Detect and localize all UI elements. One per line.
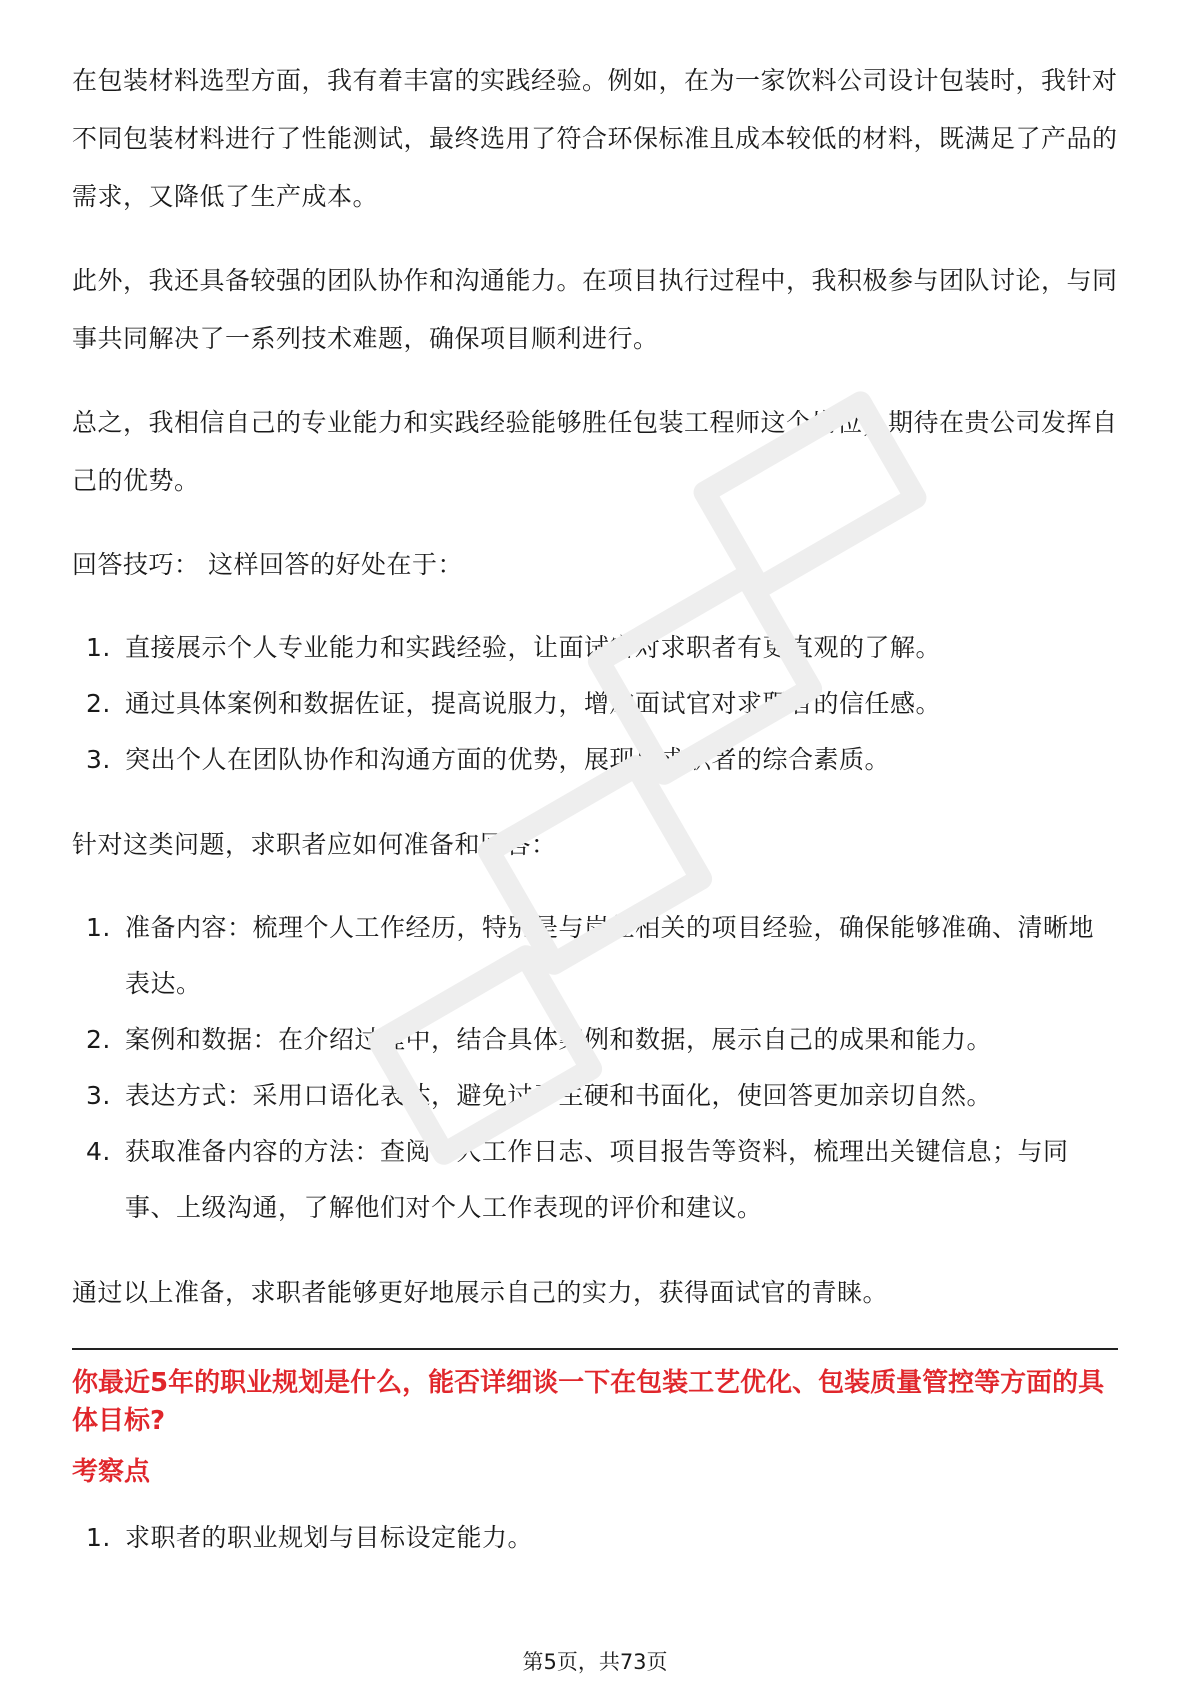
question-heading: 你最近5年的职业规划是什么，能否详细谈一下在包装工艺优化、包装质量管控等方面的具体目标?	[72, 1368, 1105, 1436]
list-item	[72, 900, 1118, 1012]
list-item-text: 直接展示个人专业能力和实践经验，让面试官对求职者有更直观的了解。	[125, 633, 942, 662]
list-item	[72, 732, 1118, 788]
conclusion-paragraph: 通过以上准备，求职者能够更好地展示自己的实力，获得面试官的青睐。	[72, 1278, 889, 1307]
list-item-number: 3.	[86, 745, 111, 774]
list-item-number: 2.	[86, 1025, 111, 1054]
list-item-number: 1.	[86, 633, 111, 662]
answer-paragraph-teamwork: 此外，我还具备较强的团队协作和沟通能力。在项目执行过程中，我积极参与团队讨论，与同事共同解决了一系列技术难题，确保项目顺利进行。	[72, 266, 1118, 353]
answer-paragraph-materials: 在包装材料选型方面，我有着丰富的实践经验。例如，在为一家饮料公司设计包装时，我针对不同包装材料进行了性能测试，最终选用了符合环保标准且成本较低的材料，既满足了产品的需求，又降低了生产成本。	[72, 66, 1118, 211]
list-item	[72, 1012, 1118, 1068]
prep-list	[72, 900, 1118, 1236]
list-item-text: 突出个人在团队协作和沟通方面的优势，展现出求职者的综合素质。	[125, 745, 891, 774]
list-item	[72, 1510, 1118, 1566]
list-item-text: 获取准备内容的方法：查阅个人工作日志、项目报告等资料，梳理出关键信息；与同事、上级沟通，了解他们对个人工作表现的评价和建议。	[125, 1137, 1069, 1222]
list-item	[72, 1068, 1118, 1124]
tips-intro: 回答技巧： 这样回答的好处在于：	[72, 550, 463, 579]
list-item-number: 3.	[86, 1081, 111, 1110]
list-item-text: 案例和数据：在介绍过程中，结合具体案例和数据，展示自己的成果和能力。	[125, 1025, 993, 1054]
list-item-number: 2.	[86, 689, 111, 718]
section-divider	[72, 1348, 1118, 1350]
list-item	[72, 1124, 1118, 1236]
evaluation-points-heading: 考察点	[72, 1457, 151, 1487]
list-item-text: 准备内容：梳理个人工作经历，特别是与岗位相关的项目经验，确保能够准确、清晰地表达。	[125, 913, 1095, 998]
list-item-text: 求职者的职业规划与目标设定能力。	[125, 1523, 534, 1552]
prep-intro: 针对这类问题，求职者应如何准备和回答：	[72, 830, 557, 859]
evaluation-points-list	[72, 1510, 1118, 1566]
list-item	[72, 620, 1118, 676]
list-item-number: 1.	[86, 913, 111, 942]
list-item-number: 1.	[86, 1523, 111, 1552]
list-item-text: 表达方式：采用口语化表达，避免过于生硬和书面化，使回答更加亲切自然。	[125, 1081, 993, 1110]
document-page	[72, 52, 1118, 1594]
list-item	[72, 676, 1118, 732]
page-footer: 第5页，共73页	[522, 1650, 668, 1674]
list-item-text: 通过具体案例和数据佐证，提高说服力，增加面试官对求职者的信任感。	[125, 689, 942, 718]
tips-list	[72, 620, 1118, 788]
list-item-number: 4.	[86, 1137, 111, 1166]
answer-paragraph-summary: 总之，我相信自己的专业能力和实践经验能够胜任包装工程师这个岗位，期待在贵公司发挥自己的优势。	[72, 408, 1118, 495]
